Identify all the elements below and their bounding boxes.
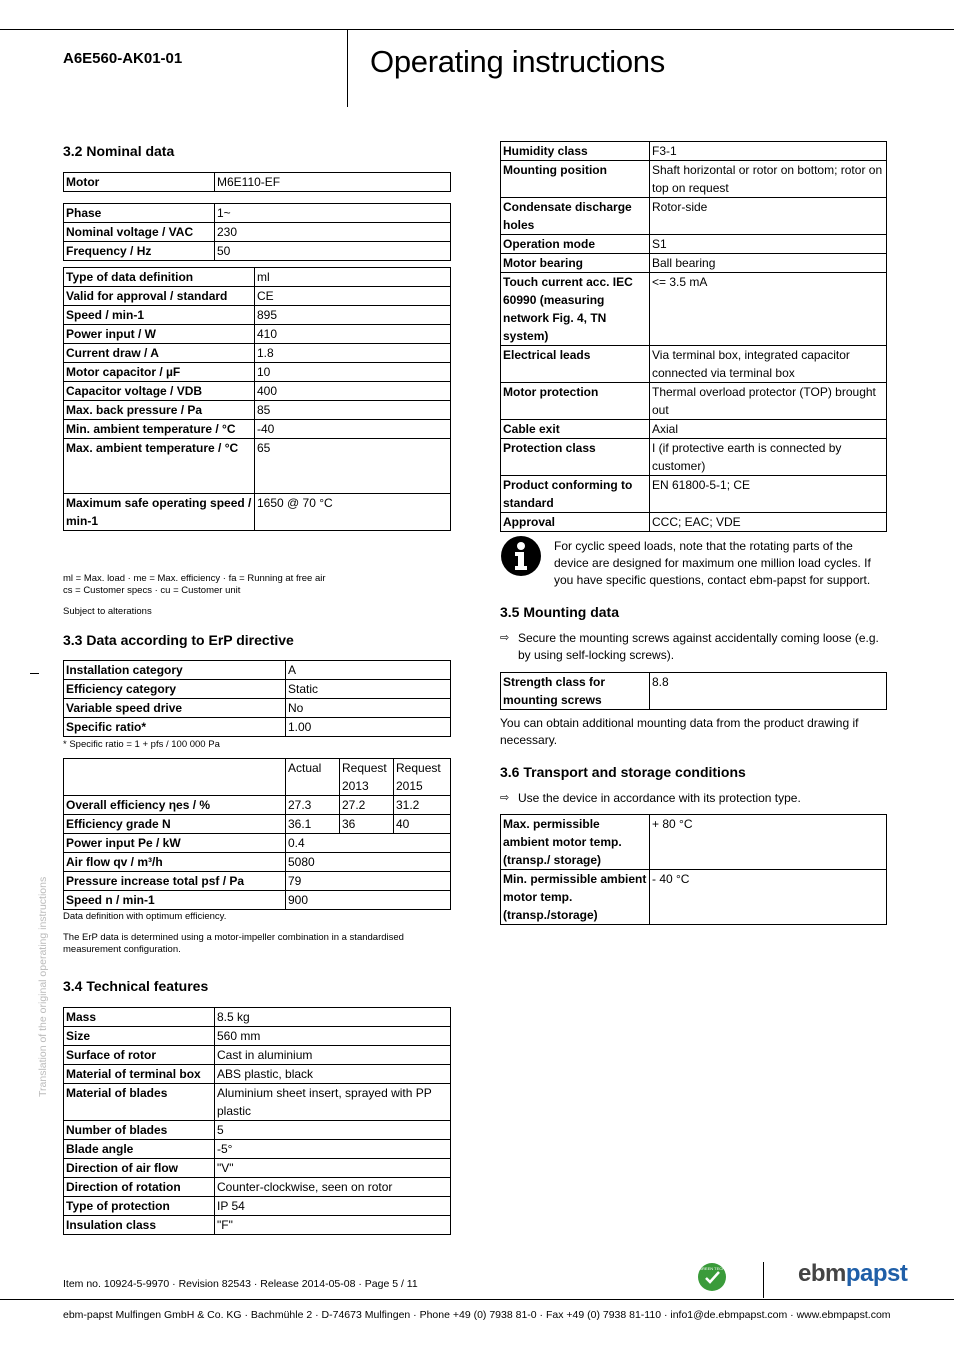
table-row [64, 439, 451, 494]
cell-key: Capacitor voltage / VDB [64, 382, 255, 401]
mounting-bullet [500, 630, 888, 664]
cell-value: 400 [254, 382, 450, 401]
efficiency-table [63, 758, 451, 910]
margin-tick [30, 673, 39, 674]
cell-value: + 80 °C [650, 815, 887, 870]
legend-line-1: ml = Max. load · me = Max. efficiency · fa = Running at free air [63, 573, 326, 584]
cell-value: 27.2 [340, 796, 394, 815]
cell-key: Motor [64, 173, 215, 192]
cell-value: "F" [215, 1216, 451, 1235]
table-row [64, 796, 451, 815]
logo-part-papst: papst [845, 1260, 908, 1287]
cell-value: Via terminal box, integrated capacitor connected via terminal box [650, 346, 887, 383]
mounting-table [500, 672, 887, 710]
table-row [64, 420, 451, 439]
cell-key: Operation mode [501, 235, 650, 254]
cell-value: Aluminium sheet insert, sprayed with PP plastic [215, 1084, 451, 1121]
cell-value: 5080 [286, 853, 451, 872]
table-row [501, 346, 887, 383]
cell-key: Installation category [64, 661, 286, 680]
specific-ratio-footnote: * Specific ratio = 1 + pfs / 100 000 Pa [63, 739, 220, 750]
footer-divider [763, 1262, 764, 1298]
cell-key: Surface of rotor [64, 1046, 215, 1065]
cell-value: Ball bearing [650, 254, 887, 273]
cell-key: Current draw / A [64, 344, 255, 363]
table-row [64, 223, 451, 242]
cell-key: Max. ambient temperature / °C [64, 439, 255, 494]
cell-value: ABS plastic, black [215, 1065, 451, 1084]
cell-value: ml [254, 268, 450, 287]
table-row [501, 198, 887, 235]
cell-key: Speed n / min-1 [64, 891, 286, 910]
table-row [64, 1140, 451, 1159]
cell-value: 560 mm [215, 1027, 451, 1046]
table-row [64, 1084, 451, 1121]
table-row [501, 383, 887, 420]
cell-value: 8.8 [650, 673, 887, 710]
bullet-text: Secure the mounting screws against accidentally coming loose (e.g. by using self-locking screws). [518, 631, 879, 662]
table-row [64, 891, 451, 910]
table-row [501, 254, 887, 273]
info-text: For cyclic speed loads, note that the rotating parts of the device are designed for maximum one million load cycles. If you have specific questions, contact ebm-papst for support. [554, 539, 871, 587]
table-row [64, 1008, 451, 1027]
cell-value: CCC; EAC; VDE [650, 513, 887, 532]
cell-value: 36.1 [286, 815, 340, 834]
cell-value: Counter-clockwise, seen on rotor [215, 1178, 451, 1197]
table-row [501, 476, 887, 513]
arrow-icon: ⇨ [500, 632, 510, 644]
table-row [64, 661, 451, 680]
cell-key: Type of protection [64, 1197, 215, 1216]
cell-key: Motor capacitor / µF [64, 363, 255, 382]
table-row [64, 1197, 451, 1216]
cell-value: A [286, 661, 451, 680]
side-caption: Translation of the original operating instructions [37, 876, 49, 1097]
phase-table [63, 203, 451, 261]
technical-table-continued [500, 141, 887, 532]
document-title: Operating instructions [370, 44, 665, 79]
section-heading-mounting: 3.5 Mounting data [500, 604, 619, 620]
cell-key: Product conforming to standard [501, 476, 650, 513]
cell-value: 1.00 [286, 718, 451, 737]
cell-value: 900 [286, 891, 451, 910]
cell-key: Direction of air flow [64, 1159, 215, 1178]
table-row [64, 382, 451, 401]
footer-rule [0, 1299, 954, 1300]
table-row [64, 173, 451, 192]
cell-value: CE [254, 287, 450, 306]
cell-key: Motor bearing [501, 254, 650, 273]
erp-table [63, 660, 451, 737]
item-info: Item no. 10924-5-9970 · Revision 82543 · Release 2014-05-08 · Page 5 / 11 [63, 1278, 418, 1290]
cell-key: Mass [64, 1008, 215, 1027]
cell-value: -40 [254, 420, 450, 439]
table-row [501, 513, 887, 532]
cell-key: Min. permissible ambient motor temp. (transp./storage) [501, 870, 650, 925]
cell-key: Phase [64, 204, 215, 223]
table-row [64, 1046, 451, 1065]
section-heading-erp: 3.3 Data according to ErP directive [63, 632, 294, 648]
cell-value: Thermal overload protector (TOP) brought out [650, 383, 887, 420]
cell-value: 8.5 kg [215, 1008, 451, 1027]
erp-note-2: The ErP data is determined using a motor-impeller combination in a standardised measurement configuration. [63, 932, 404, 955]
table-row [64, 287, 451, 306]
table-row [64, 699, 451, 718]
table-row [64, 325, 451, 344]
cell-value: Static [286, 680, 451, 699]
logo-part-ebm: ebm [798, 1260, 846, 1287]
table-row [64, 853, 451, 872]
table-row [64, 718, 451, 737]
company-info: ebm-papst Mulfingen GmbH & Co. KG · Bachmühle 2 · D-74673 Mulfingen · Phone +49 (0) 7938 81-0 · Fax +49 (0) 7938 81-110 · info1@de.ebmpapst.com · www.ebmpapst.com [63, 1309, 891, 1321]
table-row [501, 439, 887, 476]
cell-value: 1.8 [254, 344, 450, 363]
cell-value: 1~ [215, 204, 451, 223]
cell-value: 10 [254, 363, 450, 382]
cell-key: Condensate discharge holes [501, 198, 650, 235]
cell-key: Specific ratio* [64, 718, 286, 737]
subject-note: Subject to alterations [63, 606, 152, 617]
cell-key: Approval [501, 513, 650, 532]
cell-value: 31.2 [394, 796, 451, 815]
cell-value: - 40 °C [650, 870, 887, 925]
cell-value: Rotor-side [650, 198, 887, 235]
column-header: Actual [286, 759, 340, 796]
header-top-rule [0, 29, 954, 30]
cell-key: Air flow qv / m³/h [64, 853, 286, 872]
transport-bullet [500, 790, 888, 807]
table-row [501, 870, 887, 925]
cell-key: Mounting position [501, 161, 650, 198]
cell-empty [64, 759, 286, 796]
motor-table [63, 172, 451, 192]
cell-key: Number of blades [64, 1121, 215, 1140]
cell-key: Power input / W [64, 325, 255, 344]
cell-key: Electrical leads [501, 346, 650, 383]
cell-value: 0.4 [286, 834, 451, 853]
cell-value: 1650 @ 70 °C [254, 494, 450, 531]
table-row [64, 344, 451, 363]
table-row [64, 401, 451, 420]
cell-value: "V" [215, 1159, 451, 1178]
table-row [64, 759, 451, 796]
cell-key: Variable speed drive [64, 699, 286, 718]
cell-key: Direction of rotation [64, 1178, 215, 1197]
cell-key: Motor protection [501, 383, 650, 420]
legend-line-2: cs = Customer specs · cu = Customer unit [63, 585, 241, 596]
table-row [64, 1178, 451, 1197]
column-header: Request 2013 [340, 759, 394, 796]
section-heading-transport: 3.6 Transport and storage conditions [500, 764, 746, 780]
model-number: A6E560-AK01-01 [63, 50, 183, 67]
cell-key: Power input Pe / kW [64, 834, 286, 853]
table-row [64, 1027, 451, 1046]
cell-key: Max. permissible ambient motor temp. (transp./ storage) [501, 815, 650, 870]
cell-value: 5 [215, 1121, 451, 1140]
table-row [64, 306, 451, 325]
table-row [64, 872, 451, 891]
transport-table [500, 814, 887, 925]
table-row [501, 142, 887, 161]
green-tech-badge-icon [697, 1262, 727, 1292]
cell-key: Type of data definition [64, 268, 255, 287]
cell-key: Blade angle [64, 1140, 215, 1159]
cell-value: Cast in aluminium [215, 1046, 451, 1065]
cell-key: Protection class [501, 439, 650, 476]
ebmpapst-logo [798, 1260, 907, 1288]
cell-value: S1 [650, 235, 887, 254]
cell-value: 230 [215, 223, 451, 242]
technical-table [63, 1007, 451, 1235]
cell-value: 85 [254, 401, 450, 420]
table-row [501, 273, 887, 346]
cell-key: Material of blades [64, 1084, 215, 1121]
cell-key: Size [64, 1027, 215, 1046]
header-divider [347, 30, 348, 107]
table-row [64, 363, 451, 382]
cell-key: Strength class for mounting screws [501, 673, 650, 710]
cell-value: IP 54 [215, 1197, 451, 1216]
cell-key: Min. ambient temperature / °C [64, 420, 255, 439]
table-row [64, 204, 451, 223]
cell-value: 895 [254, 306, 450, 325]
badge-label: GREEN TECH [698, 1266, 726, 1271]
table-row [64, 268, 451, 287]
table-row [501, 161, 887, 198]
table-row [501, 673, 887, 710]
section-heading-technical: 3.4 Technical features [63, 978, 209, 994]
table-row [64, 1121, 451, 1140]
cell-key: Max. back pressure / Pa [64, 401, 255, 420]
cell-value: Shaft horizontal or rotor on bottom; rotor on top on request [650, 161, 887, 198]
table-row [64, 1216, 451, 1235]
cell-key: Insulation class [64, 1216, 215, 1235]
cell-key: Overall efficiency ηes / % [64, 796, 286, 815]
table-row [64, 494, 451, 531]
column-header: Request 2015 [394, 759, 451, 796]
cell-key: Material of terminal box [64, 1065, 215, 1084]
cell-key: Speed / min-1 [64, 306, 255, 325]
cell-value: 40 [394, 815, 451, 834]
section-heading-nominal: 3.2 Nominal data [63, 143, 175, 159]
cell-value: 79 [286, 872, 451, 891]
cell-value: <= 3.5 mA [650, 273, 887, 346]
table-row [64, 815, 451, 834]
table-row [64, 242, 451, 261]
table-row [501, 235, 887, 254]
info-icon [499, 534, 543, 578]
cell-value: 410 [254, 325, 450, 344]
cell-value: 65 [254, 439, 450, 494]
table-row [64, 1065, 451, 1084]
cell-key: Efficiency grade N [64, 815, 286, 834]
cell-key: Cable exit [501, 420, 650, 439]
arrow-icon: ⇨ [500, 792, 510, 804]
erp-note-1: Data definition with optimum efficiency. [63, 911, 227, 922]
mounting-note: You can obtain additional mounting data from the product drawing if necessary. [500, 716, 859, 747]
cell-value: EN 61800-5-1; CE [650, 476, 887, 513]
cell-value: No [286, 699, 451, 718]
nominal-data-table [63, 267, 451, 531]
table-row [64, 834, 451, 853]
cell-key: Efficiency category [64, 680, 286, 699]
cell-key: Nominal voltage / VAC [64, 223, 215, 242]
cell-key: Humidity class [501, 142, 650, 161]
cell-value: I (if protective earth is connected by customer) [650, 439, 887, 476]
table-row [64, 680, 451, 699]
cell-value: 36 [340, 815, 394, 834]
cell-value: -5° [215, 1140, 451, 1159]
cell-key: Touch current acc. IEC 60990 (measuring network Fig. 4, TN system) [501, 273, 650, 346]
cell-value: 50 [215, 242, 451, 261]
table-row [64, 1159, 451, 1178]
cell-value: Axial [650, 420, 887, 439]
cell-key: Maximum safe operating speed / min-1 [64, 494, 255, 531]
table-row [501, 815, 887, 870]
bullet-text: Use the device in accordance with its protection type. [518, 791, 801, 805]
cell-value: 27.3 [286, 796, 340, 815]
table-row [501, 420, 887, 439]
cell-value: F3-1 [650, 142, 887, 161]
cell-key: Frequency / Hz [64, 242, 215, 261]
cell-key: Pressure increase total psf / Pa [64, 872, 286, 891]
cell-key: Valid for approval / standard [64, 287, 255, 306]
cell-value: M6E110-EF [215, 173, 451, 192]
